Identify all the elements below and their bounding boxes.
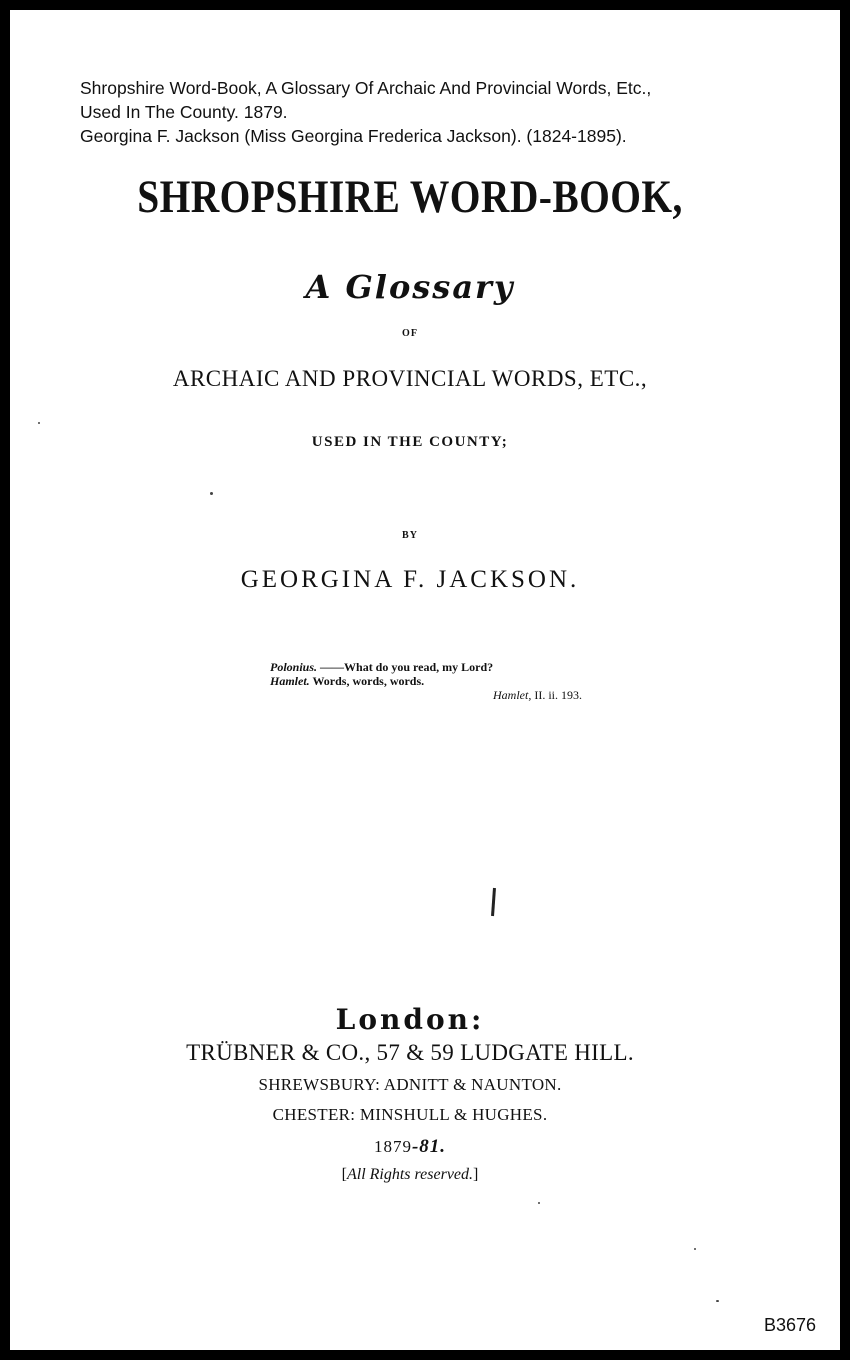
epigraph-speaker-1: Polonius. <box>270 660 318 674</box>
epigraph <box>270 660 610 702</box>
scan-speck <box>716 1300 719 1302</box>
epigraph-text-1: ——What do you read, my Lord? <box>320 660 494 674</box>
imprint-city: London: <box>335 1003 485 1036</box>
pencil-mark <box>491 888 496 916</box>
rights-bracket-open: [ <box>341 1166 347 1183</box>
scan-speck <box>38 422 40 424</box>
used-in-county: USED IN THE COUNTY; <box>311 434 509 450</box>
epigraph-line-1 <box>270 660 610 674</box>
catalog-number: B3676 <box>763 1315 816 1335</box>
citation-work: Hamlet, <box>493 688 532 702</box>
author-name: GEORGINA F. JACKSON. <box>240 566 580 593</box>
imprint-year: 1879 <box>373 1137 412 1156</box>
book-title: SHROPSHIRE WORD-BOOK, <box>137 171 683 223</box>
imprint-year-line <box>10 1136 810 1158</box>
archaic-subtitle: ARCHAIC AND PROVINCIAL WORDS, ETC., <box>172 366 648 391</box>
glossary-subtitle: A Glossary <box>305 268 515 306</box>
imprint-publisher: TRÜBNER & CO., 57 & 59 LUDGATE HILL. <box>186 1040 634 1065</box>
epigraph-citation <box>270 688 610 702</box>
of-label: OF <box>402 328 418 339</box>
epigraph-text-2: Words, words, words. <box>312 674 425 688</box>
header-line-1: Shropshire Word-Book, A Glossary Of Archaic And Provincial Words, Etc., <box>80 78 652 98</box>
epigraph-speaker-2: Hamlet. <box>270 674 310 688</box>
epigraph-line-2 <box>270 674 610 688</box>
by-label: BY <box>402 530 418 541</box>
scan-speck <box>210 492 213 495</box>
scan-speck <box>538 1202 540 1204</box>
scan-speck <box>694 1248 696 1250</box>
rights-bracket-close: ] <box>473 1166 479 1183</box>
citation-ref: II. ii. 193. <box>534 688 582 702</box>
rights-text: All Rights reserved. <box>346 1166 474 1183</box>
rights-notice <box>10 1166 810 1184</box>
imprint-chester: CHESTER: MINSHULL & HUGHES. <box>272 1105 548 1124</box>
scanned-page <box>10 10 840 1350</box>
handwritten-year-annotation: -81. <box>411 1136 447 1157</box>
catalog-header <box>80 76 800 148</box>
imprint-shrewsbury: SHREWSBURY: ADNITT & NAUNTON. <box>258 1075 562 1094</box>
header-line-2: Used In The County. 1879. <box>80 102 288 122</box>
header-line-3: Georgina F. Jackson (Miss Georgina Frederica Jackson). (1824-1895). <box>80 126 627 146</box>
